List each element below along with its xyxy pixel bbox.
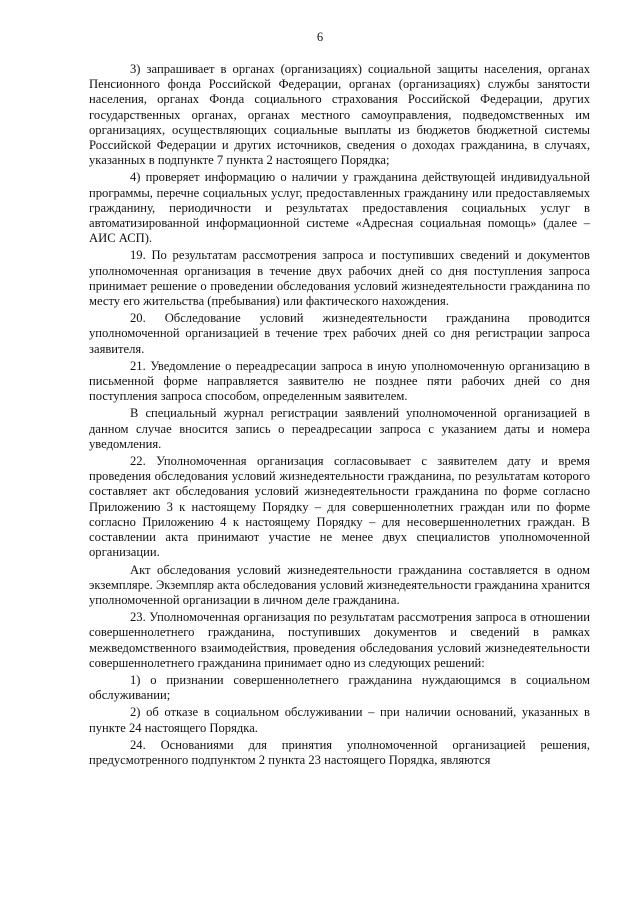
- paragraph-4-check-program: 4) проверяет информацию о наличии у гражданина действующей индивидуальной программы, перечне социальных услуг, предоставленных гражданину или предоставляемых гражданину, периодичности и результатах предоставления социальных услуг в автоматизированной информационной системе «Адресная социальная помощь» (далее – АИС АСП).: [89, 170, 590, 246]
- document-body: [89, 62, 590, 770]
- paragraph-decision-2: 2) об отказе в социальном обслуживании – при наличии оснований, указанных в пункте 24 настоящего Порядка.: [89, 705, 590, 735]
- paragraph-24-grounds: 24. Основаниями для принятия уполномоченной организацией решения, предусмотренного подпунктом 2 пункта 23 настоящего Порядка, являются: [89, 737, 590, 767]
- paragraph-journal-record: В специальный журнал регистрации заявлений уполномоченной организацией в данном случае вносится запись о переадресации запроса с указанием даты и номера уведомления.: [89, 406, 590, 451]
- paragraph-3-request-agencies: 3) запрашивает в органах (организациях) социальной защиты населения, органах Пенсионного фонда Российской Федерации, органах (организациях) службы занятости населения, органах Фонда социального страхования Российской Федерации, других государственных органах, органах местного самоуправления, подведомственных им организациях, осуществляющих социальные выплаты из бюджетов бюджетной системы Российской Федерации и других источников, сведения о доходах гражданина, в случаях, указанных в подпункте 7 пункта 2 настоящего Порядка;: [89, 62, 590, 168]
- paragraph-19-decision: 19. По результатам рассмотрения запроса и поступивших сведений и документов уполномоченная организация в течение двух рабочих дней со дня поступления запроса принимает решение о проведении обследования условий жизнедеятельности гражданина по месту его жительства (пребывания) или фактического нахождения.: [89, 248, 590, 309]
- paragraph-21-redirect-notice: 21. Уведомление о переадресации запроса в иную уполномоченную организацию в письменной форме направляется заявителю не позднее пяти рабочих дней со дня поступления запроса способом, определенным заявителем.: [89, 358, 590, 404]
- paragraph-decision-1: 1) о признании совершеннолетнего гражданина нуждающимся в социальном обслуживании;: [89, 672, 590, 703]
- page-number: 6: [316, 30, 324, 44]
- paragraph-23-decisions: 23. Уполномоченная организация по результатам рассмотрения запроса в отношении совершеннолетнего гражданина, поступивших документов и сведений в рамках межведомственного взаимодействия, проведения обследования условий жизнедеятельности совершеннолетнего гражданина принимает одно из следующих решений:: [89, 610, 590, 670]
- paragraph-22-inspection-act: 22. Уполномоченная организация согласовывает с заявителем дату и время проведения обследования условий жизнедеятельности гражданина, по результатам которого составляет акт обследования условий жизнедеятельности гражданина по форме согласно Приложению 3 к настоящему Порядку – для совершеннолетних граждан или по форме согласно Приложению 4 к настоящему Порядку – для несовершеннолетних граждан. В составлении акта принимают участие не менее двух специалистов уполномоченной организации.: [89, 454, 590, 560]
- paragraph-act-copy: Акт обследования условий жизнедеятельности гражданина составляется в одном экземпляре. Экземпляр акта обследования условий жизнедеятельности гражданина хранится уполномоченной организации в личном деле гражданина.: [89, 562, 590, 607]
- paragraph-20-inspection: 20. Обследование условий жизнедеятельности гражданина проводится уполномоченной организацией в течение трех рабочих дней со дня регистрации запроса заявителя.: [89, 311, 590, 356]
